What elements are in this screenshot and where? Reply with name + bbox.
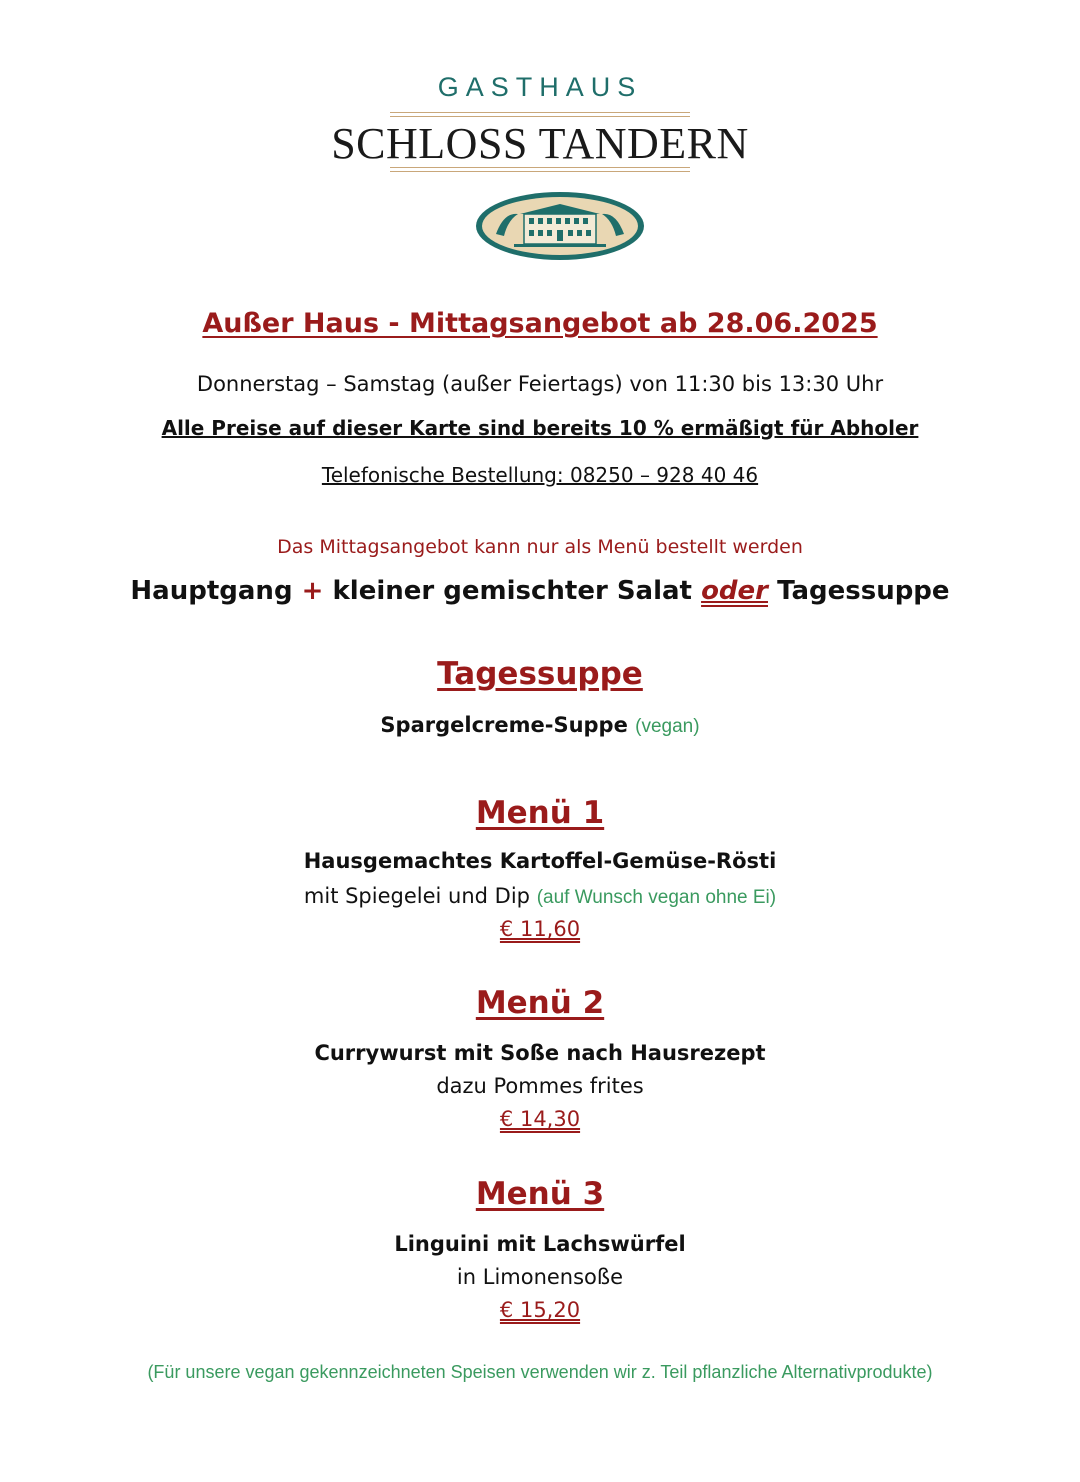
- menu-1-price: € 11,60: [499, 917, 581, 941]
- logo-rule-top: [390, 112, 690, 113]
- soup-item: [0, 713, 1080, 738]
- offer-note: Das Mittagsangebot kann nur als Menü bestellt werden: [277, 536, 803, 558]
- soup-name: Spargelcreme-Suppe: [380, 713, 628, 737]
- combo-oder: oder: [701, 576, 768, 606]
- soup-vegan-tag: (vegan): [635, 716, 700, 737]
- logo-gasthaus: GASTHAUS: [437, 72, 643, 102]
- menu-2-heading: Menü 2: [475, 985, 605, 1021]
- footer-vegan-note: (Für unsere vegan gekennzeichneten Speisen verwenden wir z. Teil pflanzliche Alternativprodukte): [147, 1362, 933, 1382]
- menu-2-description: dazu Pommes frites: [436, 1074, 644, 1098]
- menu-3-price: € 15,20: [499, 1298, 581, 1322]
- combo-soup: Tagessuppe: [777, 576, 950, 606]
- menu-1-vegan-hint: (auf Wunsch vegan ohne Ei): [536, 887, 777, 908]
- menu-3-description: in Limonensoße: [456, 1265, 624, 1289]
- menu-1-desc-text: mit Spiegelei und Dip: [303, 884, 530, 908]
- page-title: Außer Haus - Mittagsangebot ab 28.06.2025: [202, 308, 878, 339]
- menu-1-dish: Hausgemachtes Kartoffel-Gemüse-Rösti: [303, 849, 777, 873]
- logo-rule-bottom-2: [390, 171, 690, 172]
- menu-3-heading: Menü 3: [475, 1176, 605, 1212]
- offer-combo: [0, 576, 1080, 606]
- menu-3-dish: Linguini mit Lachswürfel: [394, 1232, 686, 1256]
- combo-main-course: Hauptgang: [130, 576, 293, 606]
- logo-schloss-tandern: SCHLOSS TANDERN: [331, 119, 749, 168]
- logo-rule-top-2: [390, 116, 690, 117]
- combo-salad: kleiner gemischter Salat: [332, 576, 692, 606]
- phone-order: Telefonische Bestellung: 08250 – 928 40 46: [321, 463, 759, 487]
- logo-rule-bottom: [390, 167, 690, 168]
- menu-2-price: € 14,30: [499, 1107, 581, 1131]
- discount-note: Alle Preise auf dieser Karte sind bereits 10 % ermäßigt für Abholer: [161, 416, 919, 440]
- menu-1-description: [0, 884, 1080, 909]
- menu-1-heading: Menü 1: [475, 795, 605, 831]
- combo-plus: +: [301, 576, 324, 606]
- soup-heading: Tagessuppe: [437, 656, 643, 692]
- opening-hours: Donnerstag – Samstag (außer Feiertags) von 11:30 bis 13:30 Uhr: [196, 372, 884, 396]
- castle-emblem-icon: [474, 190, 646, 262]
- menu-2-dish: Currywurst mit Soße nach Hausrezept: [314, 1041, 766, 1065]
